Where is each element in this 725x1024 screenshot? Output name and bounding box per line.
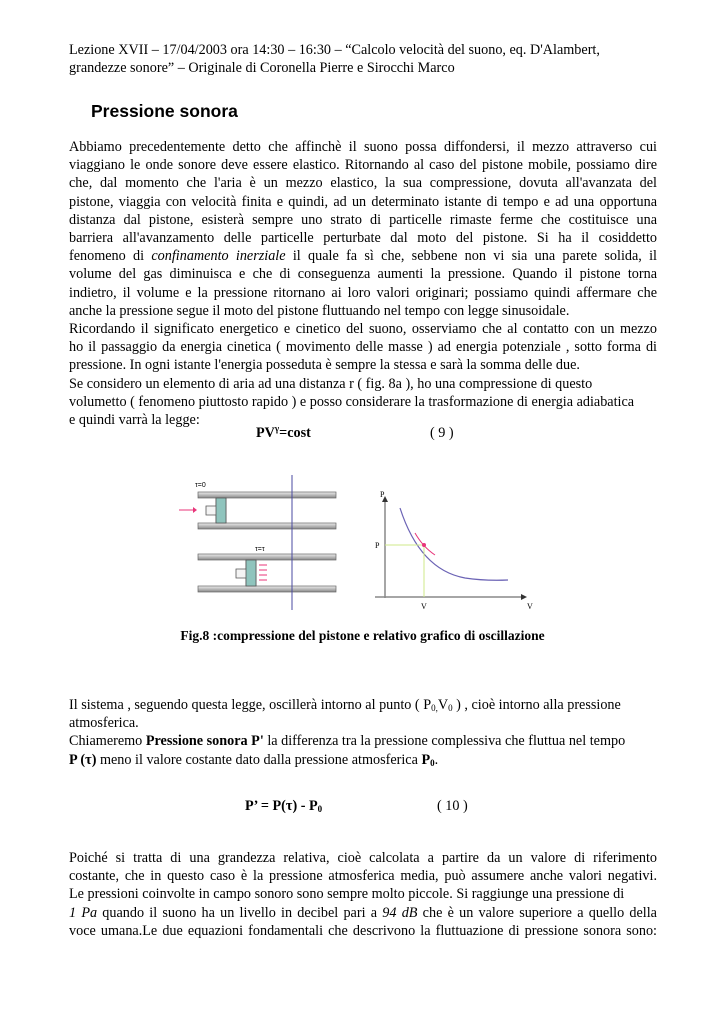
- text-segment: pressione. In ogni istante l'energia posseduta è sempre la stessa e sarà la somma delle due.: [69, 357, 580, 374]
- text-line: [69, 357, 657, 374]
- tick-v0: V: [421, 602, 427, 611]
- adiabatic-curve: [400, 508, 508, 580]
- text-segment: fenomeno di: [69, 248, 152, 265]
- text-line: [69, 733, 657, 750]
- text-segment: 1 Pa: [69, 904, 98, 921]
- text-line: [69, 248, 657, 265]
- tick-p0: P: [375, 541, 380, 550]
- text-line: [69, 303, 657, 320]
- axis-v-label: V: [527, 602, 533, 611]
- text-segment: P: [421, 751, 431, 768]
- text-segment: Le pressioni coinvolte in campo sonoro sono sempre molto piccole. Si raggiunge una pressione di: [69, 886, 625, 903]
- text-segment: il quale fa sì che, sebbene non vi sia una parete solida, il: [285, 248, 657, 265]
- text-segment: distanza dal pistone, esisterà sempre uno strato di particelle rimaste ferme che costituisce una: [69, 211, 657, 228]
- text-line: [69, 285, 657, 302]
- text-line: [69, 321, 657, 338]
- text-segment: 0: [448, 703, 453, 713]
- header-line-1: Lezione XVII – 17/04/2003 ora 14:30 – 16:30 – “Calcolo velocità del suono, eq. D'Alambert,: [69, 42, 600, 58]
- equation-10-number: ( 10 ): [437, 798, 468, 814]
- text-line: [69, 752, 657, 769]
- eq9-base: PV: [256, 425, 275, 441]
- text-segment: che è un valore superiore a quello della: [417, 904, 657, 921]
- text-segment: la differenza tra la pressione complessiva che fluttua nel tempo: [263, 733, 626, 750]
- text-segment: e quindi varrà la legge:: [69, 412, 200, 428]
- equation-9-number: ( 9 ): [430, 425, 454, 441]
- text-line: [69, 697, 657, 714]
- text-segment: Se considero un elemento di aria ad una distanza r ( fig. 8a ), ho una compressione di questo: [69, 375, 593, 392]
- text-line: [69, 850, 657, 867]
- text-line: [69, 339, 657, 356]
- axis-p-label: P: [380, 490, 385, 499]
- eq9-rest: =cost: [279, 425, 311, 441]
- text-segment: voce umana.Le due equazioni fondamentali che descrivono la fluttuazione di pressione sonora sono:: [69, 922, 657, 939]
- text-segment: Ricordando il significato energetico e cinetico del suono, osserviamo che al contatto con un mezzo: [69, 321, 657, 337]
- text-segment: meno il valore costante dato dalla pressione atmosferica: [96, 751, 422, 768]
- label-t0: τ=0: [195, 482, 206, 489]
- text-line: [69, 923, 657, 940]
- text-line: [69, 886, 657, 903]
- text-line: [69, 715, 657, 732]
- text-segment: che, dal momento che l'aria è un mezzo elastico, la sua compressione, dovuta all'avanzata del: [69, 175, 657, 192]
- piston-tube-top: [179, 492, 336, 529]
- text-segment: confinamento inerziale: [151, 248, 286, 265]
- text-line: [69, 230, 657, 247]
- text-line: [69, 266, 657, 283]
- text-segment: anche la pressione segue il moto del pistone fluttuando nel tempo con legge sinusoidale.: [69, 302, 570, 319]
- text-line: [69, 139, 657, 156]
- text-segment: ) , cioè intorno alla pressione: [452, 697, 621, 713]
- text-line: [69, 376, 657, 393]
- text-segment: V: [437, 697, 449, 713]
- eq10-sub: 0: [317, 804, 323, 814]
- eq9-exponent: γ: [274, 423, 280, 434]
- text-segment: costante, che in questo caso è la pressione atmosferica media, può assumere anche valori negativi.: [69, 868, 657, 885]
- figure-piston-diagram: [165, 475, 565, 615]
- text-segment: Il sistema , seguendo questa legge, oscillerà intorno al punto ( P: [69, 697, 432, 713]
- text-line: [69, 175, 657, 192]
- piston-tube-bottom: [198, 554, 336, 592]
- text-line: [69, 905, 657, 922]
- header-line-2: grandezze sonore” – Originale di Coronella Pierre e Sirocchi Marco: [69, 60, 455, 76]
- text-line: [69, 157, 657, 174]
- text-segment: Pressione sonora P': [145, 733, 264, 750]
- text-segment: Chiameremo: [69, 733, 146, 750]
- text-segment: ho il passaggio da energia cinetica ( movimento delle masse ) ad energia potenziale , sotto forma di: [69, 339, 657, 356]
- text-segment: barriera all'avanzamento delle particelle perturbate dal moto del pistone. Si ha il cosiddetto: [69, 230, 657, 246]
- text-line: [69, 394, 657, 411]
- text-line: [69, 412, 657, 429]
- text-segment: 0,: [431, 703, 438, 713]
- text-line: [69, 212, 657, 229]
- text-line: [69, 194, 657, 211]
- pv-graph: [375, 490, 533, 611]
- equation-9: [256, 425, 311, 442]
- text-segment: volumetto ( fenomeno piuttosto rapido ) e posso considerare la trasformazione di energia adiabatica: [69, 393, 635, 410]
- text-segment: indietro, il volume e la pressione ritornano ai loro valori originari; possiamo quindi affermare che: [69, 284, 657, 301]
- eq10-lhs: P’ = P(τ) - P: [245, 798, 318, 814]
- equation-10: [245, 798, 322, 815]
- label-t1: τ=τ: [255, 546, 265, 553]
- text-segment: .: [434, 751, 439, 768]
- text-segment: P (τ): [69, 751, 97, 768]
- text-segment: atmosferica.: [69, 715, 139, 732]
- text-segment: Poiché si tratta di una grandezza relativa, cioè calcolata a partire da un valore di riferimento: [69, 850, 657, 866]
- section-title: Pressione sonora: [91, 101, 238, 121]
- text-segment: viaggiano le onde sonore deve essere elastico. Ritornando al caso del pistone mobile, possiamo dire: [69, 157, 657, 174]
- text-segment: 94 dB: [382, 904, 418, 921]
- figure-caption: Fig.8 :compressione del pistone e relativo grafico di oscillazione: [180, 628, 545, 643]
- text-segment: volume del gas diminuisca e che di conseguenza aumenti la pressione. Quando il pistone torna: [69, 266, 657, 283]
- text-line: [69, 868, 657, 885]
- text-segment: pistone, viaggia con velocità finita e quindi, ad un determinato istante di tempo e ad una opportuna: [69, 193, 657, 210]
- text-segment: quando il suono ha un livello in decibel pari a: [97, 904, 383, 921]
- text-segment: 0: [430, 757, 435, 768]
- text-segment: Abbiamo precedentemente detto che affinchè il suono possa diffondersi, il mezzo attraverso cui: [69, 139, 657, 155]
